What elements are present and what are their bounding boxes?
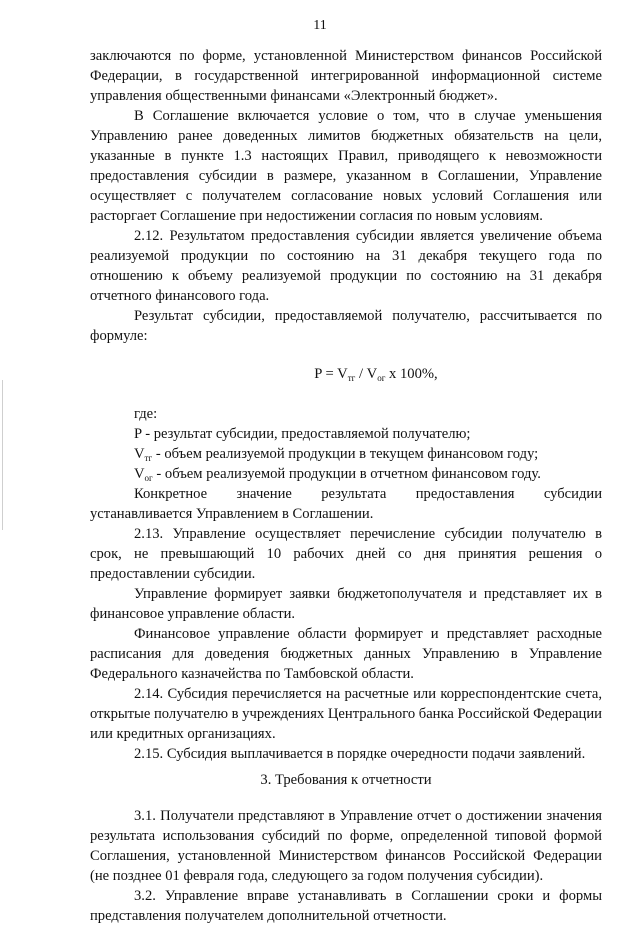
formula-lhs: P = V [314,366,348,382]
paragraph: заключаются по форме, установленной Министерством финансов Российской Федерации, в государственной интегрированной информационной системе управления общественными финансами «Электронный бюджет». [90,48,602,104]
paragraph-2-14: 2.14. Субсидия перечисляется на расчетные или корреспондентские счета, открытые получателю в учреждениях Центрального банка Российской Федерации или кредитных организациях. [90,686,602,742]
formula-sub-tg: тг [347,373,356,383]
symbol-sub: тг [144,453,153,463]
formula-sub-og: ог [377,373,386,383]
definition-v-tg [90,444,602,464]
definition-text: - объем реализуемой продукции в отчетном финансовом году. [152,466,541,482]
definition-p: P - результат субсидии, предоставляемой получателю; [134,426,471,442]
formula-mid: / V [355,366,378,382]
page-number: 11 [313,18,327,33]
symbol-sub: ог [144,473,153,483]
paragraph: Финансовое управление области формирует и представляет расходные расписания для доведения бюджетных данных Управлению в Управление Федерального казначейства по Тамбовской области. [90,626,602,682]
paragraph: Результат субсидии, предоставляемой получателю, рассчитывается по формуле: [90,308,602,344]
paragraph-2-12: 2.12. Результатом предоставления субсидии является увеличение объема реализуемой продукции по состоянию на 31 декабря текущего года по отношению к объему реализуемой продукции по состоянию на 31 декабря отчетного финансового года. [90,228,602,304]
formula [90,364,602,384]
definitions-where: где: [134,406,158,422]
paragraph: Управление формирует заявки бюджетополучателя и представляет их в финансовое управление области. [90,586,602,622]
paragraph-3-1: 3.1. Получатели представляют в Управление отчет о достижении значения результата использования субсидий по форме, определенной типовой формой Соглашения, установленной Министерством финансов Российской Федерации (не позднее 01 февраля года, следующего за годом получения субсидии). [90,808,602,884]
formula-rhs: x 100%, [385,366,438,382]
section-heading: 3. Требования к отчетности [260,772,432,788]
symbol: V [134,466,145,482]
paragraph-3-2: 3.2. Управление вправе устанавливать в Соглашении сроки и формы представления получателем дополнительной отчетности. [90,888,602,924]
symbol: V [134,446,145,462]
document-body [90,46,602,926]
definition-v-og [90,464,602,484]
paragraph: Конкретное значение результата предоставления субсидии устанавливается Управлением в Соглашении. [90,486,602,522]
paragraph: В Соглашение включается условие о том, что в случае уменьшения Управлению ранее доведенных лимитов бюджетных обязательств на цели, указанные в пункте 1.3 настоящих Правил, приводящего к невозможности предоставления субсидии в размере, указанном в Соглашении, Управление осуществляет с получателем согласование новых условий Соглашения или расторгает Соглашение при недостижении согласия по новым условиям. [90,108,602,224]
definition-text: - объем реализуемой продукции в текущем финансовом году; [152,446,539,462]
paragraph-2-13: 2.13. Управление осуществляет перечисление субсидии получателю в срок, не превышающий 10 рабочих дней со дня принятия решения о предоставлении субсидии. [90,526,602,582]
scan-edge-mark [2,380,3,530]
paragraph-2-15: 2.15. Субсидия выплачивается в порядке очередности подачи заявлений. [134,746,586,762]
